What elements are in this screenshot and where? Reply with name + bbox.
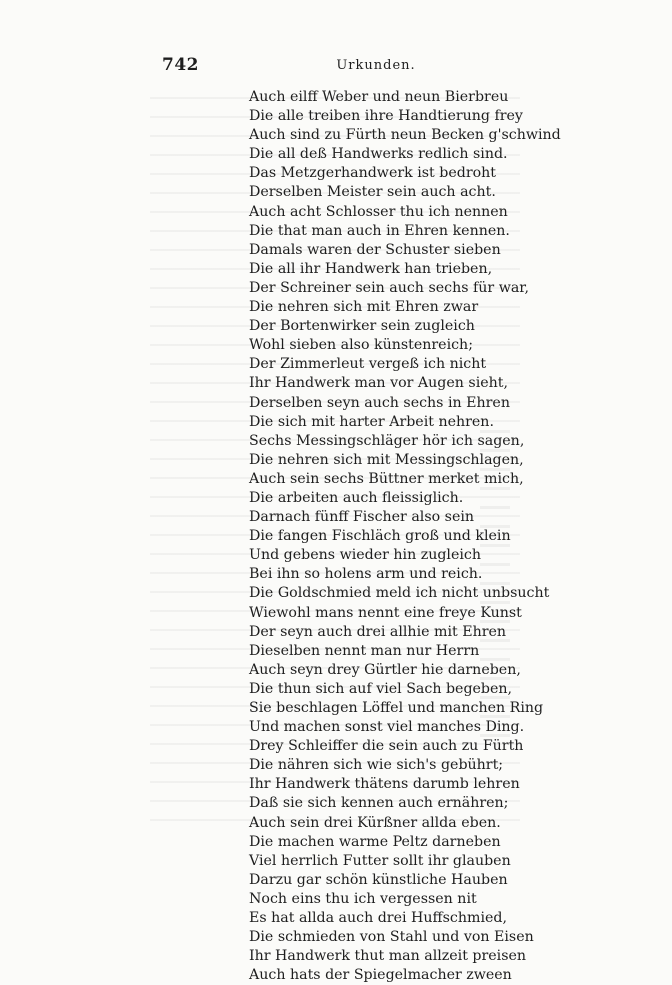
verse-line: Der Zimmerleut vergeß ich nicht xyxy=(249,356,487,373)
verse-line: Auch hats der Spiegelmacher zween xyxy=(249,967,512,984)
verse-line: Die nähren sich wie sich's gebührt; xyxy=(249,757,504,774)
verse-line: Die alle treiben ihre Handtierung frey xyxy=(249,108,523,125)
verse-line: Derselben Meister sein auch acht. xyxy=(249,184,496,201)
verse-line: Ihr Handwerk man vor Augen sieht, xyxy=(249,375,508,392)
verse-line: Noch eins thu ich vergessen nit xyxy=(249,890,477,907)
verse-line: Damals waren der Schuster sieben xyxy=(249,241,501,258)
verse-line: Ihr Handwerk thut man allzeit preisen xyxy=(249,948,527,965)
verse-line: Die machen warme Peltz darneben xyxy=(249,833,501,850)
verse-line: Auch sein sechs Büttner merket mich, xyxy=(249,470,524,487)
verse-line: Und gebens wieder hin zugleich xyxy=(249,547,481,564)
verse-line: Die nehren sich mit Messingschlagen, xyxy=(249,451,524,468)
verse-line: Sie beschlagen Löffel und manchen Ring xyxy=(249,700,544,716)
verse-line: Es hat allda auch drei Huffschmied, xyxy=(249,910,507,927)
verse-line: Das Metzgerhandwerk ist bedroht xyxy=(249,165,496,182)
running-head: Urkunden. xyxy=(336,58,416,73)
verse-line: Wiewohl mans nennt eine freye Kunst xyxy=(249,604,522,621)
verse-line: Ihr Handwerk thätens darumb lehren xyxy=(249,776,520,793)
verse-line: Der Schreiner sein auch sechs für war, xyxy=(249,279,530,296)
verse-line: Und machen sonst viel manches Ding. xyxy=(249,719,525,736)
verse-line: Die nehren sich mit Ehren zwar xyxy=(249,299,479,316)
verse-line: Dieselben nennt man nur Herrn xyxy=(249,642,480,659)
verse-line: Auch acht Schlosser thu ich nennen xyxy=(249,203,508,220)
verse-line: Auch sein drei Kürßner allda eben. xyxy=(249,814,501,831)
verse-line: Daß sie sich kennen auch ernähren; xyxy=(249,795,509,812)
verse-line: Der seyn auch drei allhie mit Ehren xyxy=(249,623,507,640)
verse-line: Darzu gar schön künstliche Hauben xyxy=(249,871,508,888)
verse-line: Auch eilff Weber und neun Bierbreu xyxy=(249,89,509,105)
verse-line: Wohl sieben also künstenreich; xyxy=(249,337,473,354)
verse-block xyxy=(249,88,561,985)
verse-line: Drey Schleiffer die sein auch zu Fürth xyxy=(249,738,524,755)
verse-line: Die thun sich auf viel Sach begeben, xyxy=(249,680,513,697)
verse-line: Sechs Messingschläger hör ich sagen, xyxy=(249,432,525,449)
verse-line: Viel herrlich Futter sollt ihr glauben xyxy=(249,852,511,869)
verse-line: Die sich mit harter Arbeit nehren. xyxy=(249,413,494,430)
verse-line: Die all deß Handwerks redlich sind. xyxy=(249,146,508,163)
verse-line: Die Goldschmied meld ich nicht unbsucht xyxy=(249,585,550,602)
verse-line: Die all ihr Handwerk han trieben, xyxy=(249,260,493,277)
verse-line: Bei ihn so holens arm und reich. xyxy=(249,566,483,583)
verse-line: Die fangen Fischläch groß und klein xyxy=(249,528,511,545)
verse-line: Die that man auch in Ehren kennen. xyxy=(249,222,510,239)
verse-line: Auch seyn drey Gürtler hie darneben, xyxy=(249,661,521,678)
verse-line: Derselben seyn auch sechs in Ehren xyxy=(249,394,510,411)
verse-line: Der Bortenwirker sein zugleich xyxy=(249,318,475,335)
verse-line: Die schmieden von Stahl und von Eisen xyxy=(249,929,534,946)
verse-line: Darnach fünff Fischer also sein xyxy=(249,509,475,526)
verse-line: Die arbeiten auch fleissiglich. xyxy=(249,489,464,506)
page-number: 742 xyxy=(162,55,199,75)
verse-line: Auch sind zu Fürth neun Becken g'schwind xyxy=(249,127,561,144)
